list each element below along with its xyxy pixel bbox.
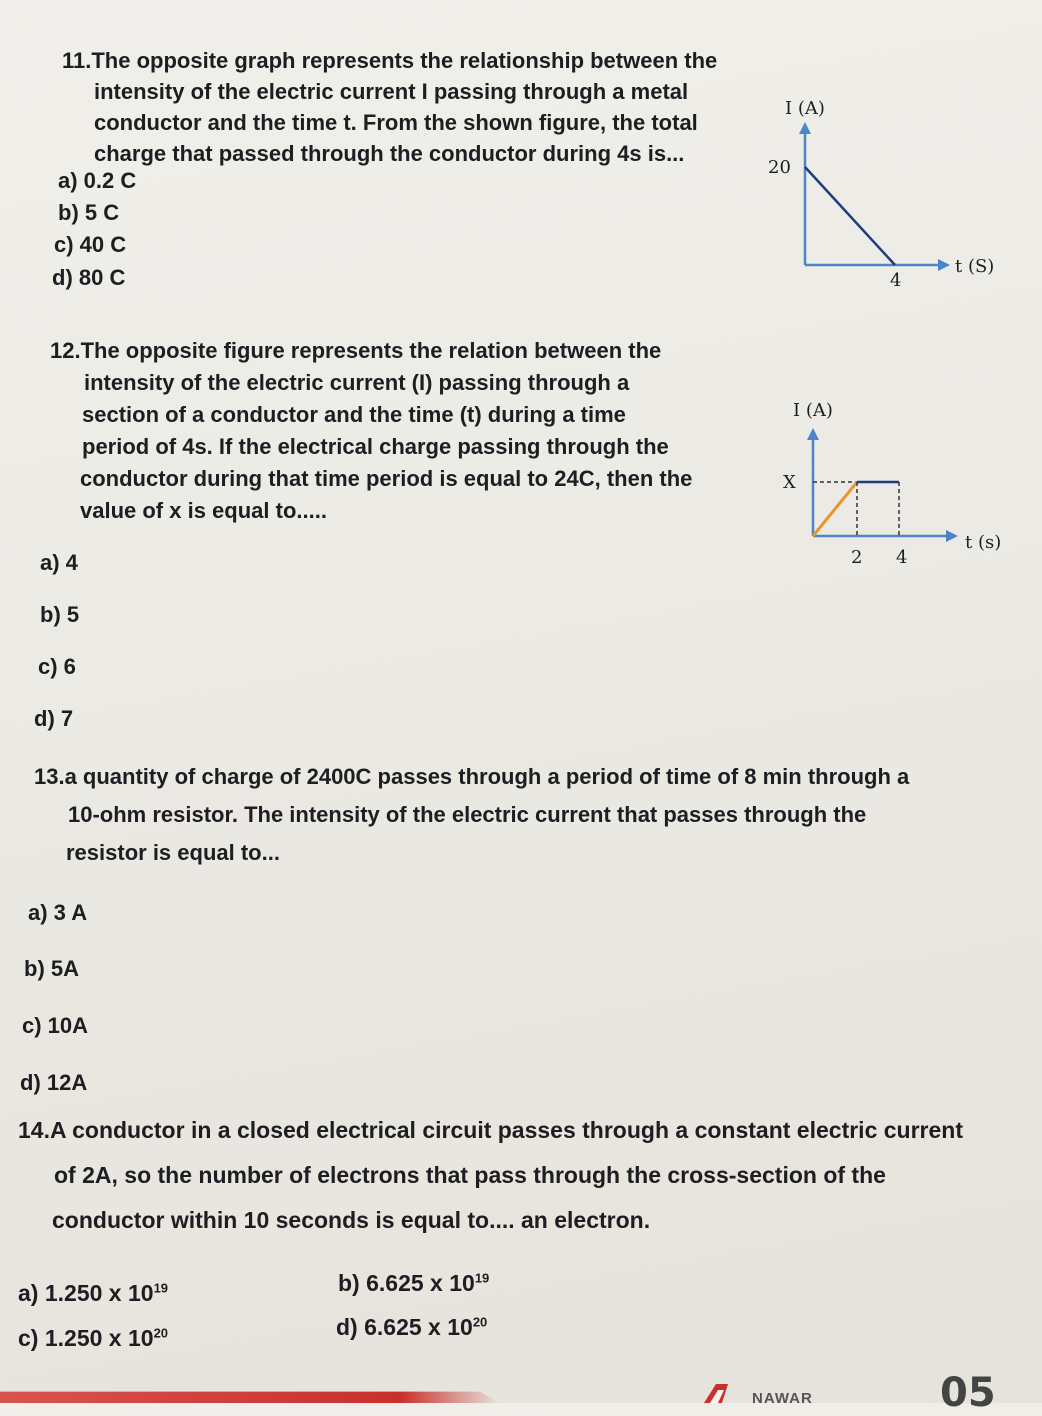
q14-option-label: b) <box>338 1270 360 1296</box>
question-12 <box>50 335 750 527</box>
q14-option-b[interactable] <box>338 1270 489 1297</box>
q11-current-line <box>805 167 895 265</box>
question-14-line: conductor within 10 seconds is equal to.... an electron. <box>52 1207 651 1233</box>
q14-option-mantissa: 1.250 x 10 <box>44 1280 154 1306</box>
q14-option-c[interactable] <box>18 1325 168 1352</box>
page-number: 05 <box>940 1370 996 1416</box>
q14-option-d[interactable] <box>336 1314 487 1341</box>
question-12-line: value of x is equal to..... <box>80 498 327 523</box>
q12-y-arrow <box>807 428 819 440</box>
q13-option-a[interactable]: a) 3 A <box>28 900 88 925</box>
q12-option-a[interactable]: a) 4 <box>40 550 78 575</box>
q12-graph-ytick: X <box>783 472 796 493</box>
q13-option-b[interactable]: b) 5A <box>24 956 79 981</box>
q11-graph-ylabel: I (A) <box>785 98 825 119</box>
q12-option-c[interactable]: c) 6 <box>38 654 76 679</box>
footer-accent-bar <box>0 1384 500 1403</box>
q12-option-d[interactable]: d) 7 <box>34 706 74 731</box>
q14-option-exponent: 19 <box>153 1280 169 1296</box>
q14-option-mantissa: 6.625 x 10 <box>366 1270 475 1296</box>
q11-graph-xtick: 4 <box>890 270 902 291</box>
question-11-line: intensity of the electric current I passing through a metal <box>94 79 689 104</box>
q14-option-mantissa: 6.625 x 10 <box>364 1314 473 1340</box>
q11-graph <box>755 90 1015 300</box>
q14-option-label: a) <box>18 1280 39 1306</box>
brand-logo-icon <box>700 1380 734 1403</box>
q14-option-label: d) <box>336 1314 358 1340</box>
q14-option-exponent: 19 <box>474 1270 490 1286</box>
question-12-line: section of a conductor and the time (t) during a time <box>82 402 626 427</box>
question-13-line: 10-ohm resistor. The intensity of the electric current that passes through the <box>68 802 867 827</box>
q12-graph-xtick-4: 4 <box>896 547 908 568</box>
q11-graph-xlabel: t (S) <box>955 256 995 277</box>
q14-option-label: c) <box>18 1325 39 1351</box>
q14-option-exponent: 20 <box>472 1314 488 1330</box>
q14-option-mantissa: 1.250 x 10 <box>44 1325 154 1351</box>
q11-option-b[interactable]: b) 5 C <box>58 200 120 225</box>
question-14-line: of 2A, so the number of electrons that pass through the cross-section of the <box>54 1162 886 1188</box>
q13-option-c[interactable]: c) 10A <box>22 1013 89 1038</box>
q14-option-exponent: 20 <box>153 1325 169 1341</box>
q12-graph <box>765 390 1025 580</box>
q12-graph-ylabel: I (A) <box>793 400 833 421</box>
question-12-line: intensity of the electric current (I) passing through a <box>84 370 630 395</box>
question-11 <box>62 45 752 169</box>
q14-option-a[interactable] <box>18 1280 168 1307</box>
brand-name: NAWAR <box>752 1390 813 1407</box>
question-14-line: 14.A conductor in a closed electrical circuit passes through a constant electric current <box>18 1117 963 1143</box>
question-11-line: charge that passed through the conductor during 4s is... <box>94 141 685 166</box>
question-14 <box>18 1108 1038 1243</box>
question-12-line: 12.The opposite figure represents the relation between the <box>50 338 662 363</box>
q12-option-b[interactable]: b) 5 <box>40 602 80 627</box>
q11-option-d[interactable]: d) 80 C <box>52 265 126 290</box>
question-13 <box>34 758 1024 872</box>
q12-graph-xtick-2: 2 <box>851 547 863 568</box>
q11-option-c[interactable]: c) 40 C <box>54 232 127 257</box>
question-13-line: resistor is equal to... <box>66 840 280 865</box>
q12-rising-line <box>813 482 857 536</box>
question-12-line: period of 4s. If the electrical charge passing through the <box>82 434 669 459</box>
question-13-line: 13.a quantity of charge of 2400C passes through a period of time of 8 min through a <box>34 764 910 789</box>
q13-option-d[interactable]: d) 12A <box>20 1070 88 1095</box>
q11-x-arrow <box>938 259 950 271</box>
q11-y-arrow <box>799 122 811 134</box>
q11-graph-ytick: 20 <box>768 157 791 178</box>
question-12-line: conductor during that time period is equal to 24C, then the <box>80 466 693 491</box>
q12-x-arrow <box>946 530 958 542</box>
question-11-line: 11.The opposite graph represents the relationship between the <box>62 48 718 73</box>
question-11-line: conductor and the time t. From the shown figure, the total <box>94 110 698 135</box>
q12-graph-xlabel: t (s) <box>965 532 1002 553</box>
q11-option-a[interactable]: a) 0.2 C <box>58 168 137 193</box>
